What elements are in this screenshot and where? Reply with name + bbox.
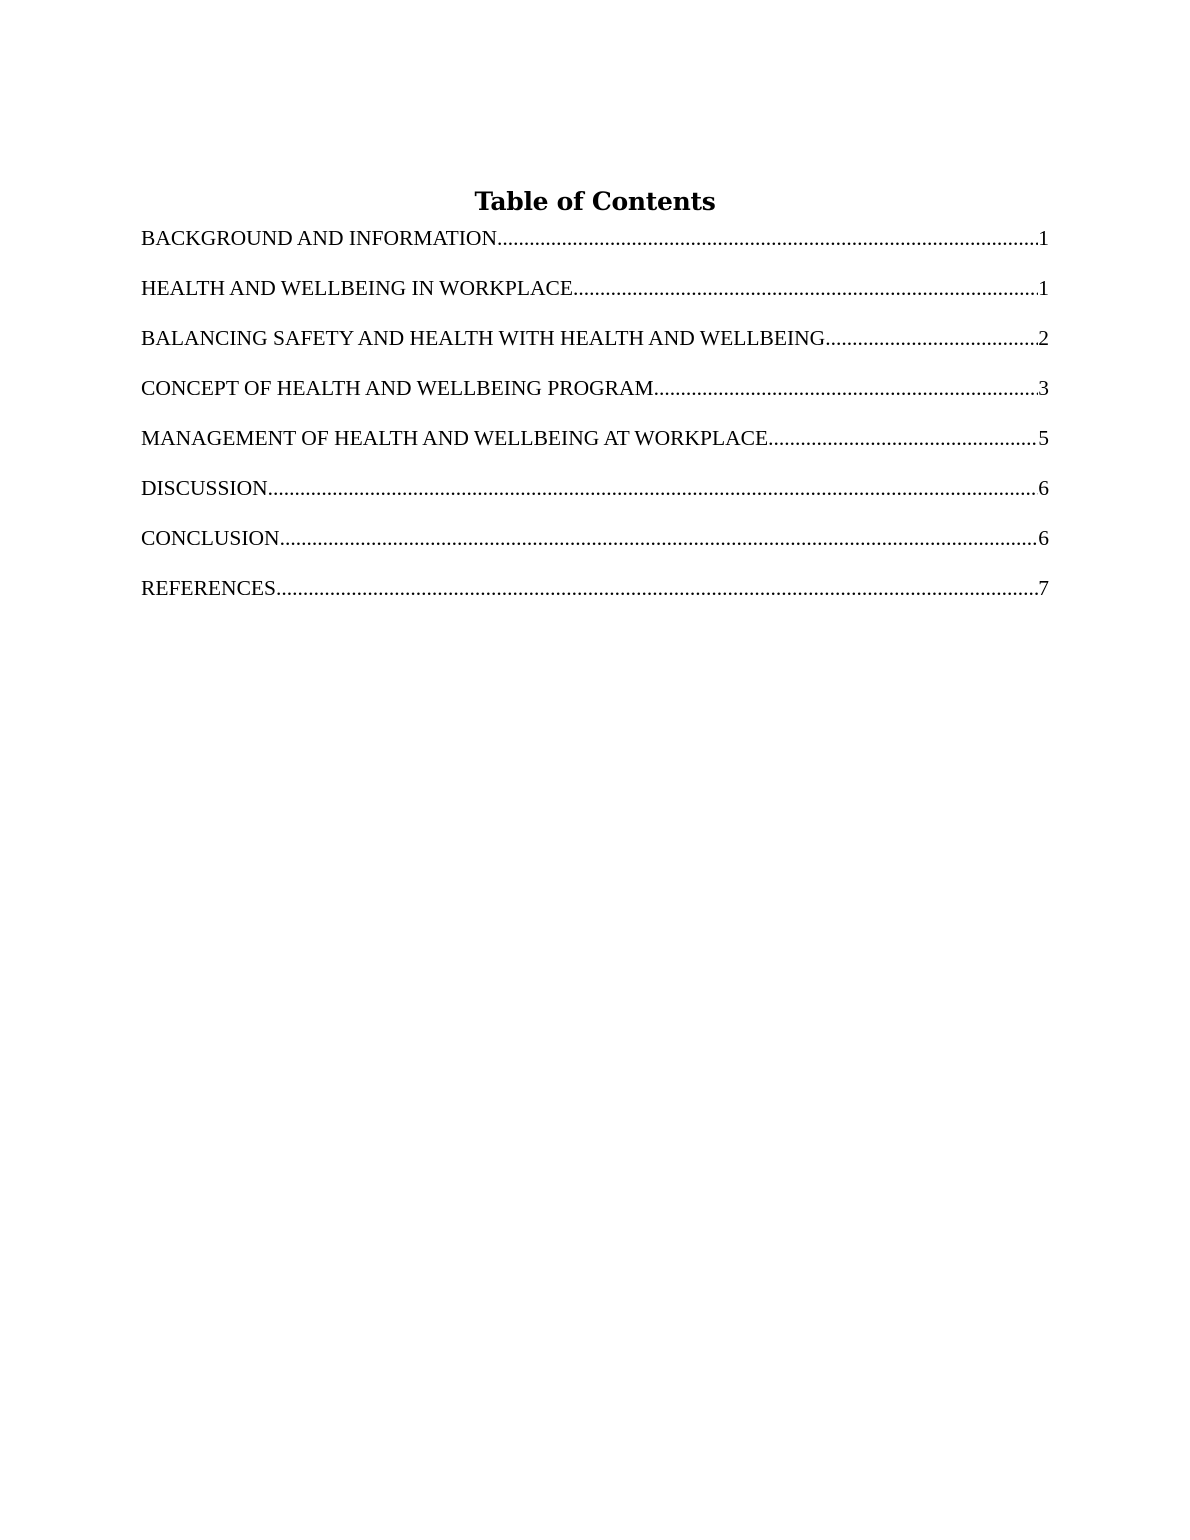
toc-title: Table of Contents [474,187,716,216]
toc-page-number: 7 [1038,576,1049,600]
toc-entry-conclusion[interactable] [141,522,1049,572]
toc-entry-text: BALANCING SAFETY AND HEALTH WITH HEALTH AND WELLBEING [141,326,826,350]
toc-entry-concept-program[interactable] [141,372,1049,422]
toc-entry-background[interactable] [141,222,1049,272]
toc-dot-leader [268,472,1039,504]
toc-entry-text: BACKGROUND AND INFORMATION [141,226,497,250]
toc-list [141,222,1049,622]
toc-entry-health-wellbeing-workplace[interactable] [141,272,1049,322]
toc-entry-text: REFERENCES [141,576,276,600]
toc-page-number: 1 [1038,226,1049,250]
toc-dot-leader [276,572,1038,604]
toc-dot-leader [497,222,1038,254]
toc-entry-text: DISCUSSION [141,476,268,500]
toc-page-number: 6 [1038,526,1049,550]
toc-dot-leader [573,272,1038,304]
toc-dot-leader [825,322,1038,354]
toc-page-number: 5 [1038,426,1049,450]
toc-entry-management[interactable] [141,422,1049,472]
toc-entry-text: CONCLUSION [141,526,280,550]
toc-entry-references[interactable] [141,572,1049,622]
toc-page-number: 1 [1038,276,1049,300]
toc-page-number: 3 [1038,376,1049,400]
toc-entry-discussion[interactable] [141,472,1049,522]
toc-entry-text: HEALTH AND WELLBEING IN WORKPLACE [141,276,573,300]
toc-entry-text: CONCEPT OF HEALTH AND WELLBEING PROGRAM [141,376,654,400]
toc-page-number: 2 [1038,326,1049,350]
toc-dot-leader [280,522,1039,554]
toc-dot-leader [654,372,1039,404]
toc-dot-leader [768,422,1038,454]
toc-entry-balancing-safety[interactable] [141,322,1049,372]
toc-page-number: 6 [1038,476,1049,500]
toc-entry-text: MANAGEMENT OF HEALTH AND WELLBEING AT WORKPLACE [141,426,769,450]
